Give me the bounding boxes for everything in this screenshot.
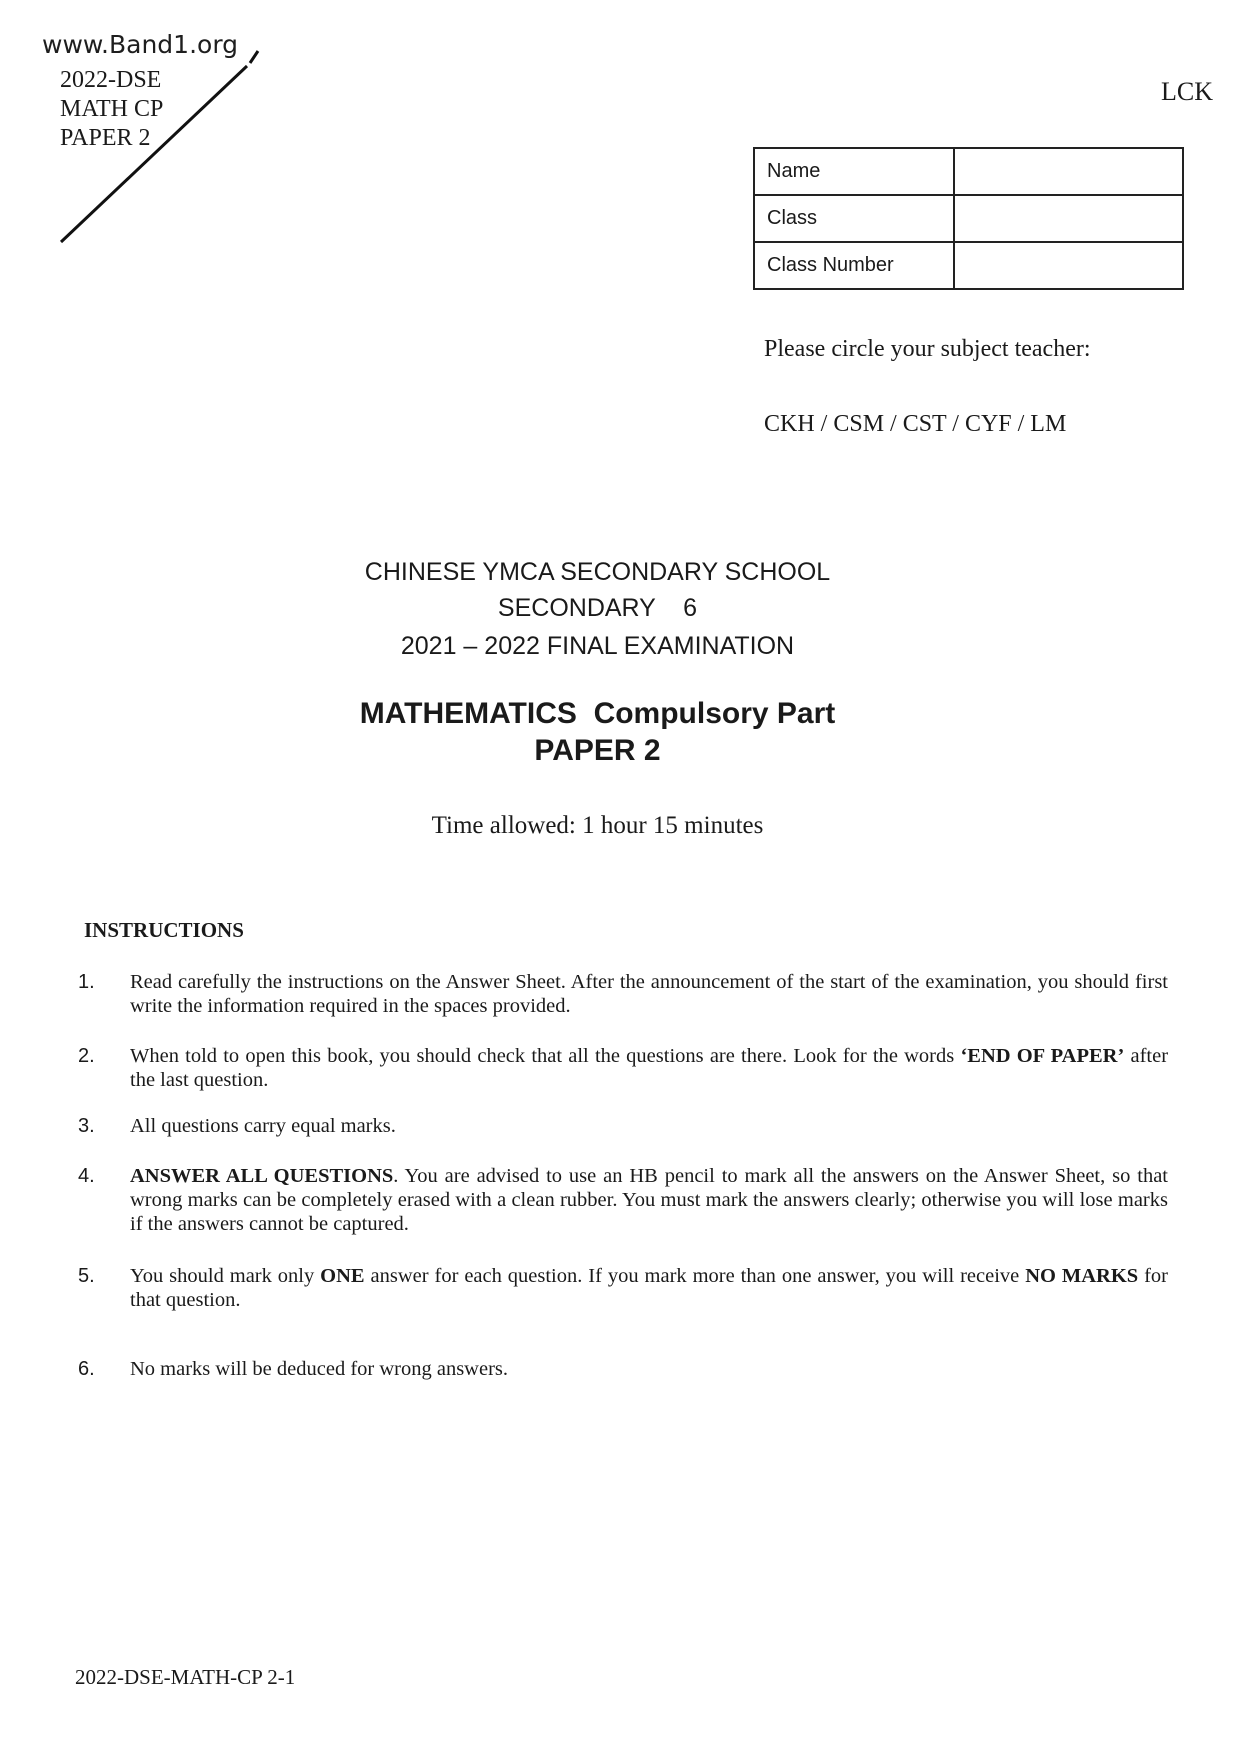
item-text: answer for each question. If you mark more than one answer, you will receive bbox=[364, 1265, 1026, 1287]
stamp-paper: PAPER 2 bbox=[60, 125, 151, 151]
item-number: 4. bbox=[78, 1165, 95, 1187]
time-allowed: Time allowed: 1 hour 15 minutes bbox=[431, 812, 764, 839]
class-number-label: Class Number bbox=[754, 242, 954, 289]
class-number-field[interactable] bbox=[954, 242, 1183, 289]
teacher-options: CKH / CSM / CST / CYF / LM bbox=[764, 411, 1067, 437]
paper-number: PAPER 2 bbox=[534, 734, 661, 767]
class-field[interactable] bbox=[954, 195, 1183, 242]
item-text: All questions carry equal marks. bbox=[130, 1115, 396, 1137]
table-row bbox=[754, 242, 1183, 289]
instructions-heading: INSTRUCTIONS bbox=[84, 918, 244, 942]
instruction-item bbox=[78, 1357, 1168, 1381]
class-label: Class bbox=[754, 195, 954, 242]
name-label: Name bbox=[754, 148, 954, 195]
item-text: for that question. bbox=[130, 1265, 1169, 1311]
exam-title: 2021 – 2022 FINAL EXAMINATION bbox=[400, 632, 795, 660]
instruction-item bbox=[78, 1114, 1168, 1138]
item-number: 5. bbox=[78, 1265, 95, 1287]
school-name: CHINESE YMCA SECONDARY SCHOOL bbox=[364, 558, 831, 586]
table-row bbox=[754, 148, 1183, 195]
name-field[interactable] bbox=[954, 148, 1183, 195]
item-number: 1. bbox=[78, 971, 95, 993]
diagonal-corner-line bbox=[0, 0, 300, 260]
stamp-year: 2022-DSE bbox=[60, 67, 162, 93]
instruction-item bbox=[78, 970, 1168, 1018]
item-emphasis: ANSWER ALL QUESTIONS bbox=[130, 1165, 394, 1187]
item-number: 3. bbox=[78, 1115, 95, 1137]
item-text: after the last question. bbox=[130, 1045, 1169, 1091]
item-text: Read carefully the instructions on the Answer Sheet. After the announcement of the start of the examination, you should first write the information required in the spaces provided. bbox=[130, 971, 1168, 1017]
item-emphasis: ‘END OF PAPER’ bbox=[960, 1045, 1125, 1067]
table-row bbox=[754, 195, 1183, 242]
instruction-item bbox=[78, 1264, 1168, 1312]
teacher-prompt: Please circle your subject teacher: bbox=[764, 336, 1091, 362]
item-text: When told to open this book, you should check that all the questions are there. Look for the words bbox=[130, 1045, 961, 1067]
teacher-code: LCK bbox=[1161, 77, 1213, 106]
page-footer-code: 2022-DSE-MATH-CP 2-1 bbox=[75, 1665, 296, 1689]
item-text: No marks will be deduced for wrong answers. bbox=[130, 1358, 509, 1380]
instruction-item bbox=[78, 1044, 1168, 1092]
instruction-item bbox=[78, 1164, 1168, 1236]
item-text: You should mark only bbox=[130, 1265, 321, 1287]
item-number: 2. bbox=[78, 1045, 95, 1067]
item-emphasis: ONE bbox=[320, 1265, 365, 1287]
website-watermark: www.Band1.org bbox=[42, 30, 239, 59]
student-info-table bbox=[753, 147, 1184, 290]
subject-title: MATHEMATICS Compulsory Part bbox=[359, 697, 836, 730]
stamp-subject: MATH CP bbox=[60, 96, 164, 122]
item-number: 6. bbox=[78, 1358, 95, 1380]
form-level: SECONDARY 6 bbox=[497, 594, 698, 622]
item-text: . You are advised to use an HB pencil to mark all the answers on the Answer Sheet, so that wrong marks can be completely erased with a clean rubber. You must mark the answers clearly; otherwise you will lose marks if the answers cannot be captured. bbox=[130, 1165, 1168, 1235]
item-emphasis: NO MARKS bbox=[1025, 1265, 1139, 1287]
